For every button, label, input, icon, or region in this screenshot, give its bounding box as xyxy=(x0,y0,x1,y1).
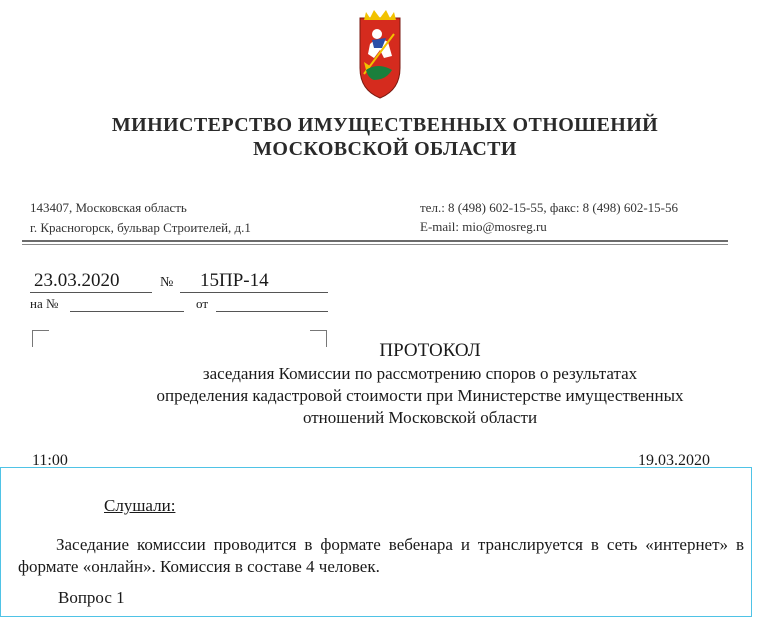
header-divider-thin xyxy=(22,244,728,245)
reference-underline xyxy=(70,311,184,312)
address-line2: г. Красногорск, бульвар Строителей, д.1 xyxy=(30,220,251,235)
registration-number: 15ПР-14 xyxy=(200,270,269,291)
question-heading: Вопрос 1 xyxy=(58,588,125,607)
from-label: от xyxy=(196,296,209,311)
protocol-subtitle-line1: заседания Комиссии по рассмотрению споров о результатах xyxy=(202,364,638,383)
body-paragraph: Заседание комиссии проводится в формате вебенара и транслируется в сеть «интернет» в формате «онлайн». Комиссия в составе 4 человек. xyxy=(18,535,744,576)
protocol-subtitle-line3: отношений Московской области xyxy=(302,408,538,427)
ministry-title-line2: МОСКОВСКОЙ ОБЛАСТИ xyxy=(253,138,517,160)
header-divider xyxy=(22,240,728,242)
meeting-date: 19.03.2020 xyxy=(638,452,710,469)
registration-date: 23.03.2020 xyxy=(34,270,120,291)
number-sign: № xyxy=(160,275,174,290)
number-underline xyxy=(180,292,328,293)
email-link[interactable]: E-mail: mio@mosreg.ru xyxy=(420,219,547,234)
address-line1: 143407, Московская область xyxy=(30,200,187,215)
address-field-corner-right xyxy=(310,330,327,347)
reference-label: на № xyxy=(30,296,59,311)
ministry-title-line1: МИНИСТЕРСТВО ИМУЩЕСТВЕННЫХ ОТНОШЕНИЙ xyxy=(111,114,659,136)
protocol-title: ПРОТОКОЛ xyxy=(379,340,481,361)
from-underline xyxy=(216,311,328,312)
phone-fax: тел.: 8 (498) 602-15-55, факс: 8 (498) 602-15-56 xyxy=(420,200,679,215)
address-field-corner-left xyxy=(32,330,49,347)
date-underline xyxy=(30,292,152,293)
protocol-subtitle-line2: определения кадастровой стоимости при Министерстве имущественных xyxy=(156,386,684,405)
meeting-time: 11:00 xyxy=(32,452,68,469)
moscow-region-coat-of-arms-icon xyxy=(344,4,416,104)
heard-label: Слушали: xyxy=(104,496,176,515)
